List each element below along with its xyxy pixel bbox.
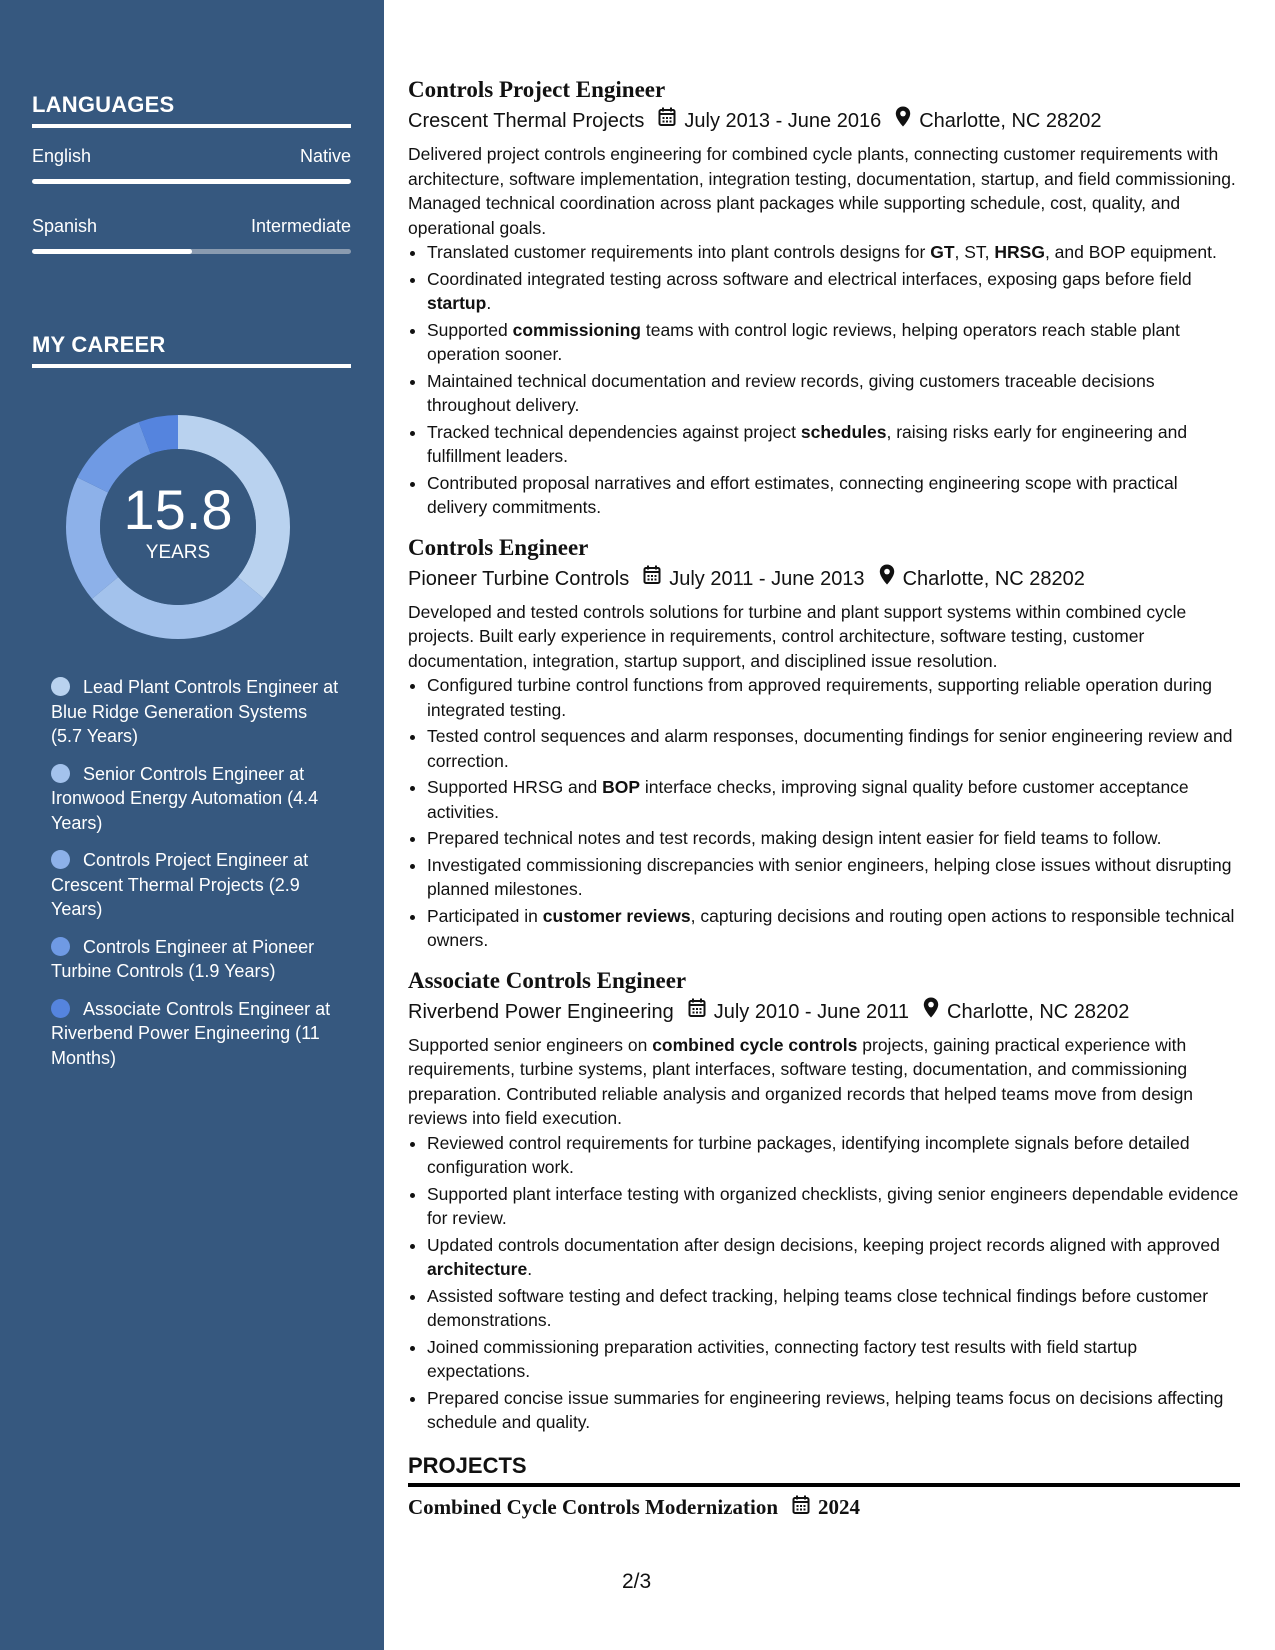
legend-dot-icon: [51, 764, 70, 783]
career-item: [51, 675, 341, 749]
job-bullet: • Tested control sequences and alarm responses, documenting findings for senior engineering review and correction.: [427, 724, 1240, 773]
job-bullet: • Prepared technical notes and test records, making design intent easier for field teams to follow.: [427, 826, 1240, 851]
job-bullet: • Joined commissioning preparation activities, connecting factory test results with field startup expectations.: [427, 1335, 1240, 1384]
languages-list: [32, 146, 351, 254]
calendar-icon: [658, 106, 676, 136]
job-bullet: • Translated customer requirements into plant controls designs for GT, ST, HRSG, and BOP equipment.: [427, 240, 1240, 265]
calendar-icon: [643, 564, 661, 594]
language-row: [32, 216, 351, 237]
job-bullet: • Prepared concise issue summaries for engineering reviews, helping teams focus on decisions affecting schedule and quality.: [427, 1386, 1240, 1435]
job-description: Delivered project controls engineering for combined cycle plants, connecting customer requirements with architecture, software implementation, integration testing, documentation, startup, and field commissioning. Managed technical coordination across plant packages while supporting schedule, cost, quality, and operational goals.: [408, 144, 1236, 238]
job-location: Charlotte, NC 28202: [947, 1000, 1130, 1023]
job-bullet: • Assisted software testing and defect tracking, helping teams close technical findings before customer demonstrations.: [427, 1284, 1240, 1333]
career-donut-chart: [64, 413, 292, 641]
sidebar: [0, 0, 384, 1650]
legend-dot-icon: [51, 999, 70, 1018]
job-meta: [408, 106, 1240, 136]
career-item: [51, 762, 341, 836]
job-dates: July 2010 - June 2011: [713, 1000, 910, 1023]
career-item: [51, 935, 341, 984]
project-year: 2024: [818, 1495, 861, 1519]
career-total-years: 15.8: [123, 478, 233, 541]
job-bullet: • Supported plant interface testing with organized checklists, giving senior engineers dependable evidence for review.: [427, 1182, 1240, 1231]
job-dates: July 2011 - June 2013: [669, 567, 865, 590]
job-bullet: • Reviewed control requirements for turbine packages, identifying incomplete signals before detailed configuration work.: [427, 1131, 1240, 1180]
language-level: Intermediate: [250, 216, 351, 236]
job-bullets: [408, 1131, 1240, 1435]
languages-heading: LANGUAGES: [32, 92, 351, 128]
legend-dot-icon: [51, 677, 70, 696]
career-heading: MY CAREER: [32, 332, 351, 368]
job-bullet: • Tracked technical dependencies against project schedules, raising risks early for engineering and fulfillment leaders.: [427, 420, 1240, 469]
languages-section: [32, 92, 351, 254]
job-location: Charlotte, NC 28202: [919, 110, 1102, 132]
project-name: Combined Cycle Controls Modernization: [408, 1495, 779, 1519]
calendar-icon: [792, 1495, 810, 1521]
job-bullet: • Supported commissioning teams with control logic reviews, helping operators reach stable plant operation sooner.: [427, 318, 1240, 367]
language-proficiency-fill: [32, 249, 192, 254]
career-list: [51, 675, 341, 1083]
calendar-icon: [688, 997, 706, 1027]
location-pin-icon: [923, 997, 939, 1027]
job-meta: [408, 564, 1240, 594]
language-proficiency-fill: [32, 179, 351, 184]
job-meta: [408, 997, 1240, 1027]
projects-heading: PROJECTS: [408, 1453, 1240, 1487]
job-location: Charlotte, NC 28202: [902, 567, 1085, 590]
language-row: [32, 146, 351, 167]
job-bullet: • Supported HRSG and BOP interface checks, improving signal quality before customer acceptance activities.: [427, 775, 1240, 824]
career-item-text: Senior Controls Engineer at Ironwood Energy Automation (4.4 Years): [51, 763, 319, 833]
job-title: Controls Engineer: [408, 534, 589, 560]
career-item-text: Lead Plant Controls Engineer at Blue Ridge Generation Systems (5.7 Years): [51, 677, 339, 746]
language-name: Spanish: [32, 216, 98, 236]
career-item-text: Controls Engineer at Pioneer Turbine Controls (1.9 Years): [51, 936, 315, 981]
legend-dot-icon: [51, 937, 70, 956]
job-company: Crescent Thermal Projects: [408, 110, 645, 132]
job-entry: [408, 74, 1240, 520]
donut-center: [64, 413, 292, 641]
location-pin-icon: [895, 106, 911, 136]
location-pin-icon: [879, 564, 895, 594]
career-item-text: Associate Controls Engineer at Riverbend Power Engineering (11 Months): [51, 998, 331, 1068]
project-item: [408, 1495, 1240, 1521]
job-bullet: • Maintained technical documentation and review records, giving customers traceable decisions throughout delivery.: [427, 369, 1240, 418]
language-proficiency-bar: [32, 249, 351, 254]
language-proficiency-bar: [32, 179, 351, 184]
job-entry: [408, 965, 1240, 1435]
job-company: Pioneer Turbine Controls: [408, 567, 630, 590]
job-company: Riverbend Power Engineering: [408, 1000, 674, 1023]
job-bullet: • Investigated commissioning discrepancies with senior engineers, helping close issues without disrupting planned milestones.: [427, 853, 1240, 902]
main-content: [408, 74, 1240, 1521]
job-bullet: • Participated in customer reviews, capturing decisions and routing open actions to responsible technical owners.: [427, 904, 1240, 953]
language-level: Native: [299, 146, 351, 166]
job-dates: July 2013 - June 2016: [684, 110, 882, 132]
job-bullets: [408, 240, 1240, 520]
career-section: [32, 332, 351, 368]
career-item: [51, 848, 341, 922]
job-description: Developed and tested controls solutions for turbine and plant support systems within combined cycle projects. Built early experience in requirements, control architecture, software testing, customer documentation, integration, startup support, and disciplined issue resolution.: [408, 601, 1187, 671]
job-bullets: [408, 673, 1240, 953]
language-name: English: [32, 146, 92, 166]
job-title: Associate Controls Engineer: [408, 967, 687, 993]
career-item: [51, 997, 341, 1071]
job-description: Supported senior engineers on combined cycle controls projects, gaining practical experience with requirements, turbine systems, plant interfaces, software testing, documentation, and commissioning preparation. Contributed reliable analysis and organized records that helped teams move from design reviews into field execution.: [408, 1034, 1194, 1128]
legend-dot-icon: [51, 850, 70, 869]
experience-list: [408, 74, 1240, 1435]
job-bullet: • Updated controls documentation after design decisions, keeping project records aligned with approved architecture.: [427, 1233, 1240, 1282]
career-total-unit: YEARS: [145, 542, 211, 563]
job-bullet: • Coordinated integrated testing across software and electrical interfaces, exposing gaps before field startup.: [427, 267, 1240, 316]
job-bullet: • Configured turbine control functions from approved requirements, supporting reliable operation during integrated testing.: [427, 673, 1240, 722]
page-number: 2/3: [622, 1570, 652, 1593]
job-title: Controls Project Engineer: [408, 77, 666, 102]
job-entry: [408, 532, 1240, 953]
career-item-text: Controls Project Engineer at Crescent Thermal Projects (2.9 Years): [51, 850, 309, 919]
job-bullet: • Contributed proposal narratives and effort estimates, connecting engineering scope with practical delivery commitments.: [427, 471, 1240, 520]
